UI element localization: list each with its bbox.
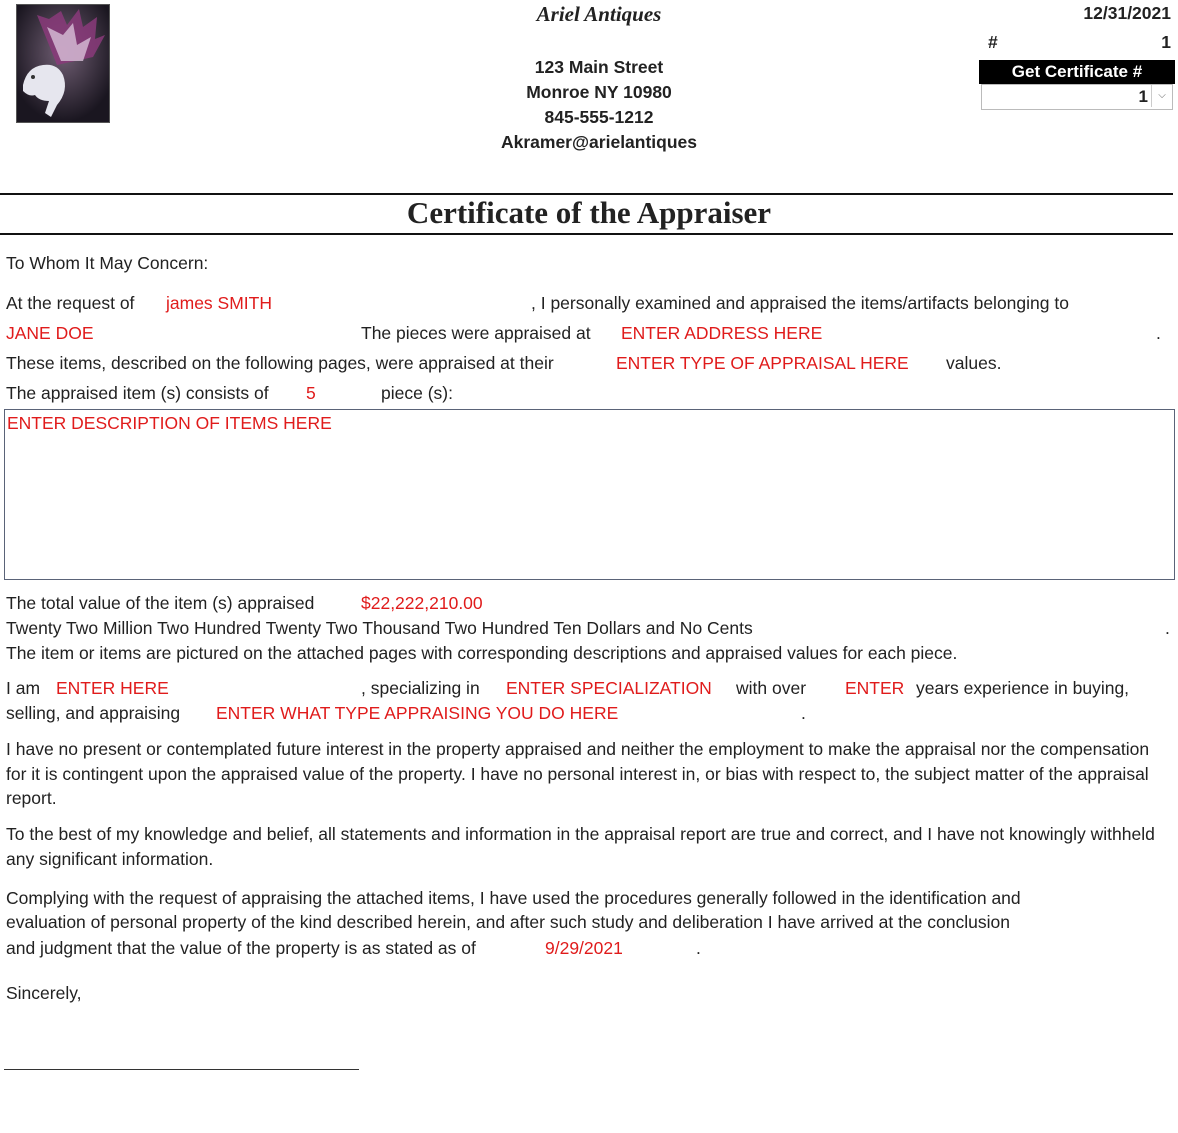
total-label: The total value of the item (s) appraised bbox=[6, 593, 315, 613]
cert-number-label: # bbox=[988, 32, 998, 52]
request-middle: , I personally examined and appraised the items/artifacts belonging to bbox=[531, 293, 1069, 313]
appraising-period: . bbox=[801, 703, 806, 723]
title-rule-bottom bbox=[0, 233, 1173, 235]
chevron-down-icon[interactable]: ⌵ bbox=[1151, 85, 1172, 107]
total-words-period: . bbox=[1165, 618, 1170, 638]
interest-paragraph: I have no present or contemplated future interest in the property appraised and neither the employment to make the appraisal nor the compensation for it is contingent upon the appraised value of the property. I have no personal interest in, or bias with respect to, the subject matter of the appraisal report. bbox=[6, 739, 1150, 808]
owner-field[interactable]: JANE DOE bbox=[6, 323, 94, 343]
address-line1: 123 Main Street bbox=[534, 57, 664, 77]
email-address: Akramer@arielantiques bbox=[500, 132, 698, 152]
specialization-field[interactable]: ENTER SPECIALIZATION bbox=[506, 678, 712, 698]
address-period: . bbox=[1156, 323, 1161, 343]
appraising-type-field[interactable]: ENTER WHAT TYPE APPRAISING YOU DO HERE bbox=[216, 703, 619, 723]
appraised-at-label: The pieces were appraised at bbox=[361, 323, 591, 343]
certificate-date: 12/31/2021 bbox=[1083, 3, 1171, 23]
closing: Sincerely, bbox=[6, 983, 82, 1003]
requester-field[interactable]: james SMITH bbox=[166, 293, 272, 313]
pieces-suffix: piece (s): bbox=[381, 383, 453, 403]
address-field[interactable]: ENTER ADDRESS HERE bbox=[621, 323, 823, 343]
selling-prefix: selling, and appraising bbox=[6, 703, 181, 723]
salutation: To Whom It May Concern: bbox=[6, 253, 209, 273]
phone-number: 845-555-1212 bbox=[544, 107, 654, 127]
description-text: ENTER DESCRIPTION OF ITEMS HERE bbox=[7, 413, 332, 433]
appraisal-type-field[interactable]: ENTER TYPE OF APPRAISAL HERE bbox=[616, 353, 909, 373]
complying-line1: Complying with the request of appraising the attached items, I have used the procedures generally followed in the identification and bbox=[6, 888, 1021, 908]
description-box[interactable] bbox=[4, 409, 1175, 580]
certificate-select-value: 1 bbox=[1138, 87, 1148, 106]
as-of-period: . bbox=[696, 938, 701, 958]
get-certificate-button[interactable]: Get Certificate # bbox=[979, 60, 1175, 84]
address-line2: Monroe NY 10980 bbox=[526, 82, 672, 102]
complying-line3: and judgment that the value of the property is as stated as of bbox=[6, 938, 476, 958]
i-am-label: I am bbox=[6, 678, 41, 698]
as-of-date-field[interactable]: 9/29/2021 bbox=[545, 938, 623, 958]
pegasus-logo bbox=[16, 4, 110, 123]
total-value: $22,222,210.00 bbox=[361, 593, 483, 613]
signature-line bbox=[4, 1069, 359, 1070]
total-in-words: Twenty Two Million Two Hundred Twenty Two Thousand Two Hundred Ten Dollars and No Cents bbox=[6, 618, 753, 638]
business-name: Ariel Antiques bbox=[536, 2, 662, 26]
request-prefix: At the request of bbox=[6, 293, 135, 313]
appraisal-type-prefix: These items, described on the following pages, were appraised at their bbox=[6, 353, 554, 373]
with-over-label: with over bbox=[736, 678, 807, 698]
cert-number: 1 bbox=[1161, 32, 1171, 52]
appraisal-type-suffix: values. bbox=[946, 353, 1002, 373]
certificate-select[interactable] bbox=[981, 84, 1173, 110]
pictured-note: The item or items are pictured on the attached pages with corresponding descriptions and appraised values for each piece. bbox=[6, 643, 958, 663]
years-field[interactable]: ENTER bbox=[845, 678, 905, 698]
knowledge-paragraph: To the best of my knowledge and belief, all statements and information in the appraisal report are true and correct, and I have not knowingly withheld any significant information. bbox=[6, 824, 1155, 869]
pieces-count-field[interactable]: 5 bbox=[306, 383, 316, 403]
years-suffix: years experience in buying, bbox=[916, 678, 1130, 698]
pieces-prefix: The appraised item (s) consists of bbox=[6, 383, 269, 403]
appraiser-name-field[interactable]: ENTER HERE bbox=[56, 678, 169, 698]
complying-line2: evaluation of personal property of the kind described herein, and after such study and deliberation I have arrived at the conclusion bbox=[6, 912, 1010, 932]
specializing-label: , specializing in bbox=[361, 678, 480, 698]
page-title: Certificate of the Appraiser bbox=[406, 195, 772, 230]
